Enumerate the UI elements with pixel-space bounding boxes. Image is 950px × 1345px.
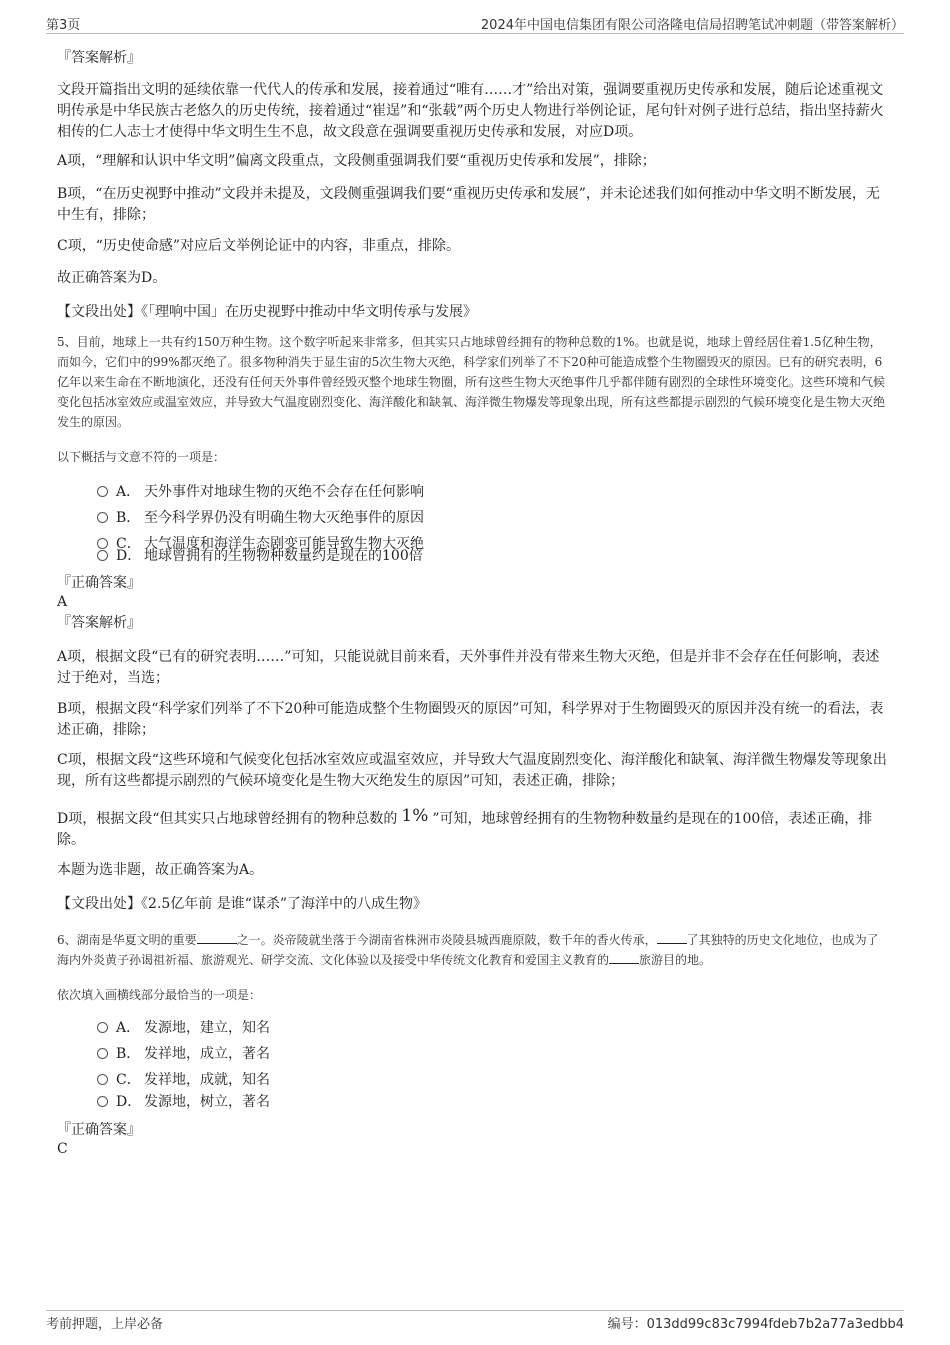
analysis-label: 『答案解析』 (57, 615, 141, 631)
analysis-option-b: B项，“在历史视野中推动”文段并未提及，文段侧重强调我们要“重视历史传承和发展”，并未论述我们如何推动中华文明不断发展，无中生有，排除； (57, 186, 880, 223)
option-a[interactable]: A． 发源地，建立，知名 (97, 1018, 270, 1038)
source-citation: 【文段出处】《2.5亿年前 是谁“谋杀”了海洋中的八成生物》 (57, 896, 428, 912)
option-c[interactable]: C． 大气温度和海洋生态剧变可能导致生物大灭绝 (97, 534, 424, 554)
option-b[interactable]: B． 至今科学界仍没有明确生物大灭绝事件的原因 (97, 508, 424, 528)
footer-slogan: 考前押题，上岸必备 (46, 1317, 164, 1332)
page-footer (46, 1313, 904, 1331)
analysis-label: 『答案解析』 (57, 50, 141, 66)
source-citation: 【文段出处】《「理响中国」在历史视野中推动中华文明传承与发展》 (57, 304, 477, 320)
question-prompt: 以下概括与文意不符的一项是： (57, 450, 226, 464)
correct-answer-label: 『正确答案』 (57, 575, 141, 591)
analysis-option-a: A项，根据文段“已有的研究表明……”可知，只能说就目前来看，天外事件并没有带来生物大灭绝，但是并非不会存在任何影响，表述过于绝对，当选； (57, 649, 880, 686)
correct-answer: A (57, 594, 68, 610)
radio-button[interactable] (97, 486, 108, 497)
analysis-option-c: C项，根据文段“这些环境和气候变化包括冰室效应或温室效应，并导致大气温度剧烈变化、海洋酸化和缺氧、海洋微生物爆发等现象出现，所有这些都提示剧烈的气候环境变化是生物大灭绝发生的原因”可知，表述正确，排除； (57, 752, 887, 789)
fill-blank (609, 951, 639, 964)
option-a[interactable]: A． 天外事件对地球生物的灭绝不会存在任何影响 (97, 482, 424, 502)
correct-answer-label: 『正确答案』 (57, 1122, 141, 1138)
analysis-option-c: C项，“历史使命感”对应后文举例论证中的内容，非重点，排除。 (57, 238, 461, 254)
fill-blank (657, 931, 687, 944)
radio-button[interactable] (97, 1048, 108, 1059)
analysis-option-a: A项，“理解和认识中华文明”偏离文段重点，文段侧重强调我们要“重视历史传承和发展”，排除； (57, 153, 656, 169)
page-header (46, 14, 904, 32)
analysis-option-d: D项，根据文段“但其实只占地球曾经拥有的物种总数的 1% ”可知，地球曾经拥有的生物物种数量约是现在的100倍，表述正确，排除。 (57, 806, 873, 848)
radio-button[interactable] (97, 1022, 108, 1033)
document-id: 编号：013dd99c83c7994fdeb7b2a77a3edbb4 (607, 1317, 904, 1332)
page-number: 第3页 (46, 18, 81, 33)
option-d[interactable]: D． 发源地，树立，著名 (97, 1092, 270, 1112)
header-divider (46, 33, 904, 34)
analysis-conclusion: 故正确答案为D。 (57, 270, 167, 286)
correct-answer: C (57, 1141, 68, 1157)
radio-button[interactable] (97, 512, 108, 523)
option-d[interactable]: D． 地球曾拥有的生物物种数量约是现在的100倍 (97, 546, 423, 566)
radio-button[interactable] (97, 1074, 108, 1085)
document-title: 2024年中国电信集团有限公司洛隆电信局招聘笔试冲刺题（带答案解析） (480, 18, 904, 33)
analysis-conclusion: 本题为选非题，故正确答案为A。 (57, 862, 264, 878)
radio-button[interactable] (97, 1096, 108, 1107)
footer-divider (46, 1310, 904, 1311)
question-stem: 5、目前，地球上一共有约150万种生物。这个数字听起来非常多，但其实只占地球曾经拥有的物种总数的1%。也就是说，地球上曾经居住着1.5亿种生物，而如今，它们中的99%都灭绝了。很多物种消失于显生宙的5次生物大灭绝，科学家们列举了不下20种可能造成整个生物圈毁灭的原因。已有的研究表明，6亿年以来生命在不断地演化，还没有任何天外事件曾经毁灭整个地球生物圈，所有这些生物大灭绝事件几乎都伴随有剧烈的全球性环境变化。这些环境和气候变化包括冰室效应或温室效应，并导致大气温度剧烈变化、海洋酸化和缺氧、海洋微生物爆发等现象出现，所有这些都提示剧烈的气候环境变化是生物大灭绝发生的原因。 (57, 335, 886, 429)
question-stem: 6、湖南是华夏文明的重要 之一。炎帝陵就坐落于今湖南省株洲市炎陵县城西鹿原陂，数千年的香火传承， 了其独特的历史文化地位，也成为了海内外炎黄子孙谒祖祈福、旅游观光、研学交流、文化体验以及接受中华传统文化教育和爱国主义教育的 旅游目的地。 (57, 933, 879, 967)
analysis-option-b: B项，根据文段“科学家们列举了不下20种可能造成整个生物圈毁灭的原因”可知，科学界对于生物圈毁灭的原因并没有统一的看法，表述正确，排除； (57, 701, 884, 738)
fraction-value: 1% (401, 806, 429, 826)
radio-button[interactable] (97, 550, 108, 561)
analysis-paragraph: 文段开篇指出文明的延续依靠一代代人的传承和发展，接着通过“唯有……才”给出对策，强调要重视历史传承和发展，随后论述重视文明传承是中华民族古老悠久的历史传统，接着通过“崔逞”和“张载”两个历史人物进行举例论证，尾句针对例子进行总结，指出坚持薪火相传的仁人志士才使得中华文明生生不息，故文段意在强调要重视历史传承和发展，对应D项。 (57, 82, 884, 140)
fill-blank (197, 931, 237, 944)
option-c[interactable]: C． 发祥地，成就，知名 (97, 1070, 270, 1090)
question-prompt: 依次填入画横线部分最恰当的一项是： (57, 988, 262, 1002)
option-b[interactable]: B． 发祥地，成立，著名 (97, 1044, 270, 1064)
